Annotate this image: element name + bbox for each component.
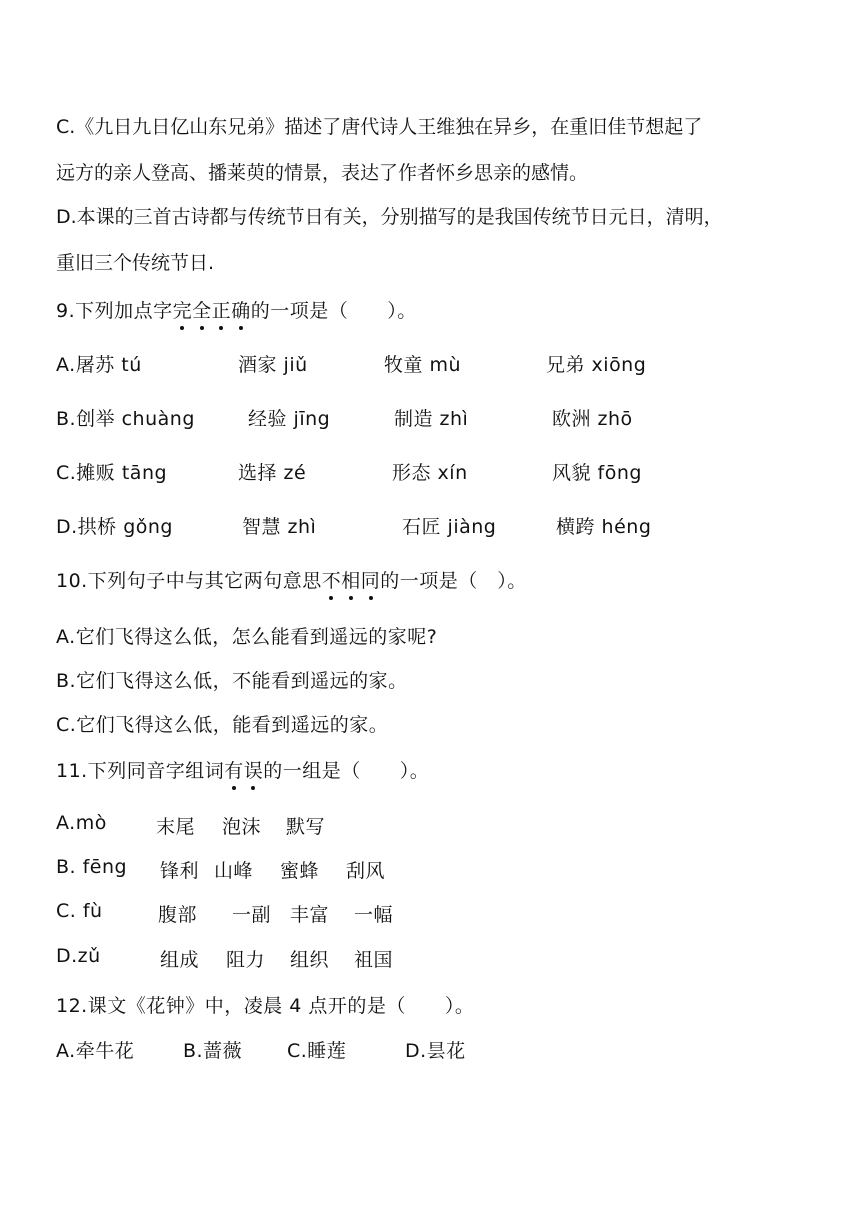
q9-option-d: D.拱桥 gǒng 智慧 zhì 石匠 jiàng 横跨 héng: [56, 516, 652, 538]
dotted-emphasis: [322, 570, 381, 592]
emphasis-dot-char: 同: [361, 566, 381, 593]
emphasis-dot-char: 有: [224, 756, 244, 783]
dotted-emphasis: [173, 300, 251, 322]
q11-option-b: B. fēng 锋利 山峰 蜜蜂 刮风: [56, 856, 386, 882]
emphasis-dot-char: 确: [231, 296, 251, 323]
q9-option-b: B.创举 chuàng 经验 jīng 制造 zhì 欧洲 zhō: [56, 408, 633, 430]
question-11-stem: 11.下列同音字组词有误的一组是（ ）。: [56, 756, 429, 783]
q9-option-c: C.摊贩 tāng 选择 zé 形态 xín 风貌 fōng: [56, 462, 642, 484]
q10-option-c: C.它们飞得这么低，能看到遥远的家。: [56, 714, 389, 736]
emphasis-dot-char: 全: [192, 296, 212, 323]
question-10-stem: 10.下列句子中与其它两句意思不相同的一项是（ ）。: [56, 566, 527, 593]
emphasis-dot-char: 正: [212, 296, 232, 323]
question-9-stem: 9.下列加点字完全正确的一项是（ ）。: [56, 296, 417, 323]
q11-option-a: A.mò 末尾 泡沫 默写: [56, 812, 326, 838]
emphasis-dot-char: 不: [322, 566, 342, 593]
q12-options: A.牵牛花 B.蔷薇 C.睡莲 D.昙花: [56, 1040, 466, 1062]
option-d-text: D.本课的三首古诗都与传统节日有关，分别描写的是我国传统节日元日，清明， 重旧三个传统节日.: [56, 206, 723, 274]
emphasis-dot-char: 完: [173, 296, 193, 323]
q9-option-a: A.屠苏 tú 酒家 jiǔ 牧童 mù 兄弟 xiōng: [56, 354, 647, 376]
q10-option-a: A.它们飞得这么低，怎么能看到遥远的家呢?: [56, 626, 438, 648]
q11-option-d: D.zǔ 组成 阻力 组织 祖国: [56, 945, 394, 971]
q11-option-c: C. fù 腹部 一副 丰富 一幅: [56, 900, 394, 926]
emphasis-dot-char: 相: [341, 566, 361, 593]
emphasis-dot-char: 误: [244, 756, 264, 783]
q10-option-b: B.它们飞得这么低，不能看到遥远的家。: [56, 670, 408, 692]
question-12-stem: 12.课文《花钟》中，凌晨 4 点开的是（ ）。: [56, 995, 475, 1017]
option-c-text: C.《九日九日亿山东兄弟》描述了唐代诗人王维独在异乡，在重旧佳节想起了 远方的亲人登高、播莱萸的情景，表达了作者怀乡思亲的感情。: [56, 116, 703, 184]
dotted-emphasis: [224, 760, 263, 782]
